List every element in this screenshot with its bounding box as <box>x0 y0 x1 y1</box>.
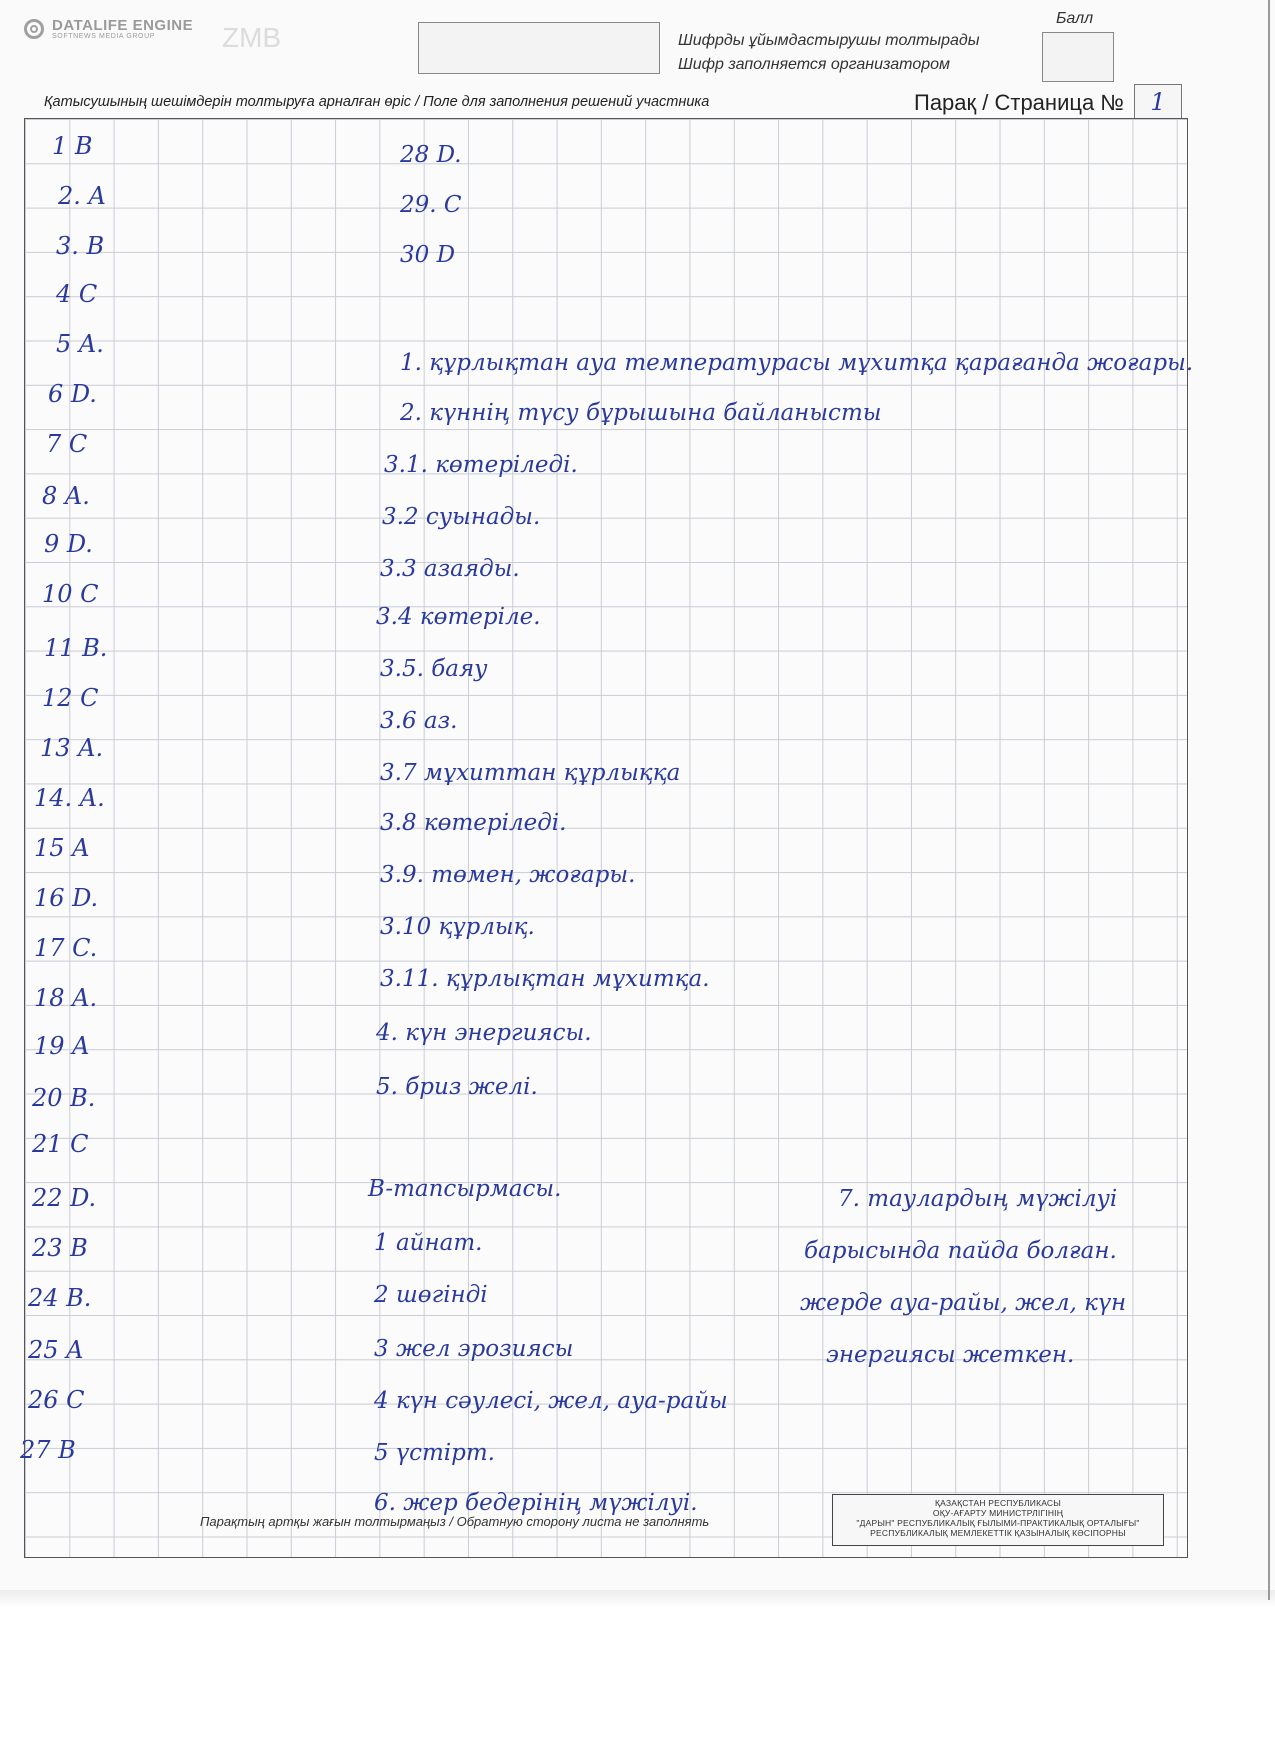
answer-item: 27 B <box>20 1436 76 1464</box>
field-title: Қатысушының шешімдерін толтыруға арналған өріс / Поле для заполнения решений участника <box>44 94 710 110</box>
answer-item: 8 A. <box>42 482 90 510</box>
answer-item: 4 C <box>56 280 98 308</box>
answer-item: 4. күн энергиясы. <box>376 1020 592 1046</box>
cipher-label-ru: Шифр заполняется организатором <box>678 56 950 73</box>
answer-7-line: жерде ауа-райы, жел, күн <box>800 1290 1127 1316</box>
answer-item: 16 D. <box>34 884 99 912</box>
answer-item: 28 D. <box>400 142 462 168</box>
answer-item: 7 C <box>46 430 88 458</box>
stamp-line: ҚАЗАҚСТАН РЕСПУБЛИКАСЫ <box>935 1498 1061 1508</box>
answer-item: 22 D. <box>32 1184 97 1212</box>
answer-item: 9 D. <box>44 530 93 558</box>
answer-item: 12 C <box>42 684 99 712</box>
answer-item: 2 шөгінді <box>374 1282 488 1308</box>
answer-7-line: 7. таулардың мүжілуі <box>838 1186 1118 1212</box>
answer-item: 20 B. <box>32 1084 96 1112</box>
answer-item: 6 D. <box>48 380 97 408</box>
answer-item: 11 B. <box>44 634 108 662</box>
answer-item: 3.3 азаяды. <box>380 556 520 582</box>
answer-item: 5 A. <box>56 330 104 358</box>
answer-item: 3.1. көтеріледі. <box>384 452 578 478</box>
section-b-title: B-тапсырмасы. <box>368 1176 562 1202</box>
answer-item: 29. C <box>400 192 462 218</box>
watermark-stamp-text: ZMB <box>222 22 282 53</box>
page-number-label: Парақ / Страница № <box>914 90 1124 115</box>
answer-item: 23 B <box>32 1234 88 1262</box>
answer-7-line: энергиясы жеткен. <box>826 1342 1075 1368</box>
answer-item: 3. B <box>56 232 105 260</box>
score-box <box>1042 32 1114 82</box>
cipher-label-kk: Шифрды ұйымдастырушы толтырады <box>678 32 980 49</box>
answer-item: 1 B <box>52 132 93 160</box>
page-number-value: 1 <box>1150 88 1166 116</box>
watermark-brand: DATALIFE ENGINE <box>52 17 194 34</box>
stamp-line: ОҚУ-АҒАРТУ МИНИСТРЛІГІНІҢ <box>932 1508 1064 1518</box>
datalife-logo-icon <box>24 19 44 39</box>
watermark-tagline: SOFTNEWS MEDIA GROUP <box>52 33 156 40</box>
answer-item: 26 C <box>28 1386 85 1414</box>
answer-item: 6. жер бедерінің мүжілуі. <box>374 1490 698 1516</box>
score-label: Балл <box>1056 10 1094 27</box>
answer-item: 5. бриз желі. <box>376 1074 538 1100</box>
stamp-line: РЕСПУБЛИКАЛЫҚ МЕМЛЕКЕТТІК ҚАЗЫНАЛЫҚ КӘСІПОРНЫ <box>870 1528 1126 1538</box>
scan-bottom-shade <box>0 1590 1275 1608</box>
scan-right-edge <box>1268 0 1270 1600</box>
answer-item: 1. құрлықтан ауа температурасы мұхитқа қарағанда жоғары. <box>400 350 1194 376</box>
answer-item: 2. A <box>58 182 106 210</box>
answer-item: 1 айнат. <box>374 1230 483 1256</box>
answer-item: 3 жел эрозиясы <box>374 1336 574 1362</box>
answer-item: 5 үстірт. <box>374 1440 495 1466</box>
answer-item: 3.8 көтеріледі. <box>380 810 567 836</box>
answer-item: 3.10 құрлық. <box>380 914 535 940</box>
answer-item: 18 A. <box>34 984 98 1012</box>
answer-item: 3.6 аз. <box>380 708 458 734</box>
answer-item: 17 C. <box>34 934 98 962</box>
stamp-line: "ДАРЫН" РЕСПУБЛИКАЛЫҚ ҒЫЛЫМИ-ПРАКТИКАЛЫҚ ОРТАЛЫҒЫ" <box>856 1518 1140 1528</box>
answer-item: 2. күннің түсу бұрышына байланысты <box>400 400 882 426</box>
answer-item: 25 A <box>28 1336 84 1364</box>
answer-item: 10 C <box>42 580 99 608</box>
page-number-box <box>1134 84 1182 120</box>
watermark <box>24 18 193 40</box>
answer-7-line: барысында пайда болған. <box>804 1238 1117 1264</box>
answer-item: 21 C <box>32 1130 89 1158</box>
answer-item: 3.4 көтеріле. <box>376 604 541 630</box>
answer-item: 4 күн сәулесі, жел, ауа-райы <box>374 1388 728 1414</box>
footer-note: Парақтың артқы жағын толтырмаңыз / Обратную сторону листа не заполнять <box>200 1514 710 1529</box>
answer-item: 30 D <box>400 242 456 268</box>
answer-item: 3.5. баяу <box>380 656 488 682</box>
answer-item: 19 A <box>34 1032 90 1060</box>
answer-item: 14. A. <box>34 784 105 812</box>
answer-item: 15 A <box>34 834 90 862</box>
answer-item: 13 A. <box>40 734 104 762</box>
answer-item: 3.2 суынады. <box>382 504 541 530</box>
answer-item: 24 B. <box>28 1284 92 1312</box>
answer-item: 3.9. төмен, жоғары. <box>380 862 636 888</box>
stamp <box>832 1494 1164 1546</box>
answer-item: 3.11. құрлықтан мұхитқа. <box>380 966 710 992</box>
answer-item: 3.7 мұхиттан құрлыққа <box>380 760 681 786</box>
cipher-box <box>418 22 660 74</box>
